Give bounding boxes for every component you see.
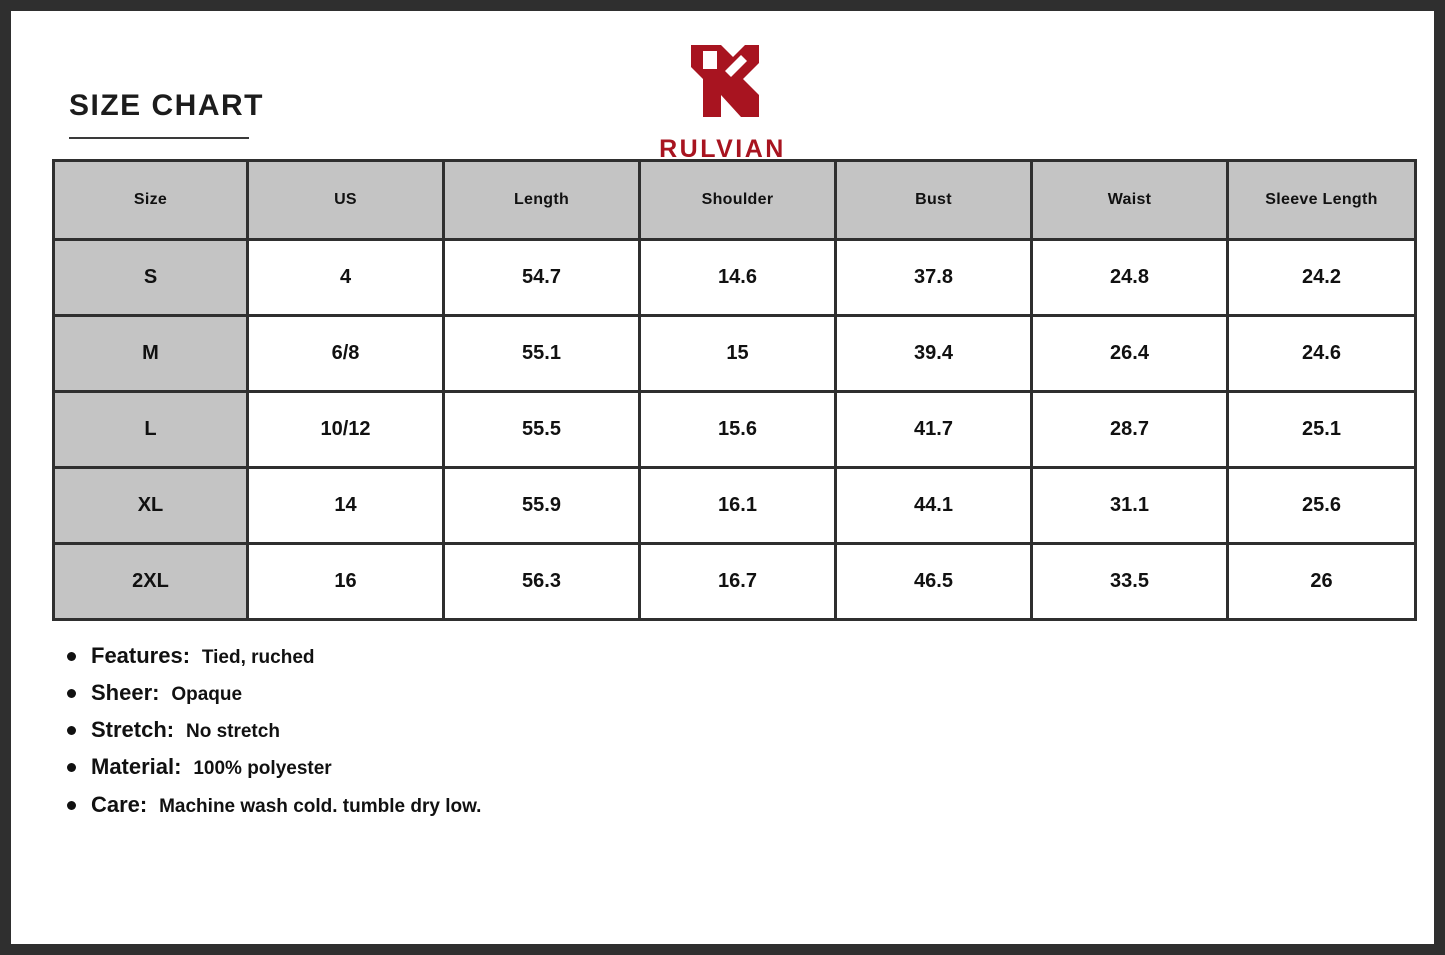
page-content — [11, 11, 1434, 944]
column-header-shoulder: Shoulder — [640, 161, 836, 240]
table-row — [54, 392, 1416, 468]
list-item — [65, 754, 1396, 780]
brand-block — [49, 41, 1396, 164]
table-body — [54, 240, 1416, 620]
header — [49, 41, 1396, 163]
column-header-size: Size — [54, 161, 248, 240]
cell-bust: 37.8 — [836, 240, 1032, 316]
size-chart-table — [52, 159, 1417, 621]
cell-us: 6/8 — [248, 316, 444, 392]
detail-value-features: Tied, ruched — [201, 647, 315, 668]
column-header-bust: Bust — [836, 161, 1032, 240]
cell-shoulder: 16.7 — [640, 544, 836, 620]
page-title: SIZE CHART — [69, 89, 264, 122]
table-row — [54, 240, 1416, 316]
cell-sleeve-length: 24.2 — [1228, 240, 1416, 316]
cell-length: 55.1 — [444, 316, 640, 392]
cell-shoulder: 14.6 — [640, 240, 836, 316]
cell-waist: 28.7 — [1032, 392, 1228, 468]
table-header — [54, 161, 1416, 240]
cell-us: 10/12 — [248, 392, 444, 468]
cell-sleeve-length: 25.1 — [1228, 392, 1416, 468]
column-header-us: US — [248, 161, 444, 240]
list-item — [65, 643, 1396, 669]
cell-waist: 26.4 — [1032, 316, 1228, 392]
cell-size: M — [54, 316, 248, 392]
cell-us: 16 — [248, 544, 444, 620]
cell-bust: 41.7 — [836, 392, 1032, 468]
cell-length: 56.3 — [444, 544, 640, 620]
detail-label-sheer: Sheer: — [91, 680, 160, 706]
detail-value-care: Machine wash cold. tumble dry low. — [159, 795, 482, 817]
cell-length: 54.7 — [444, 240, 640, 316]
table-row — [54, 468, 1416, 544]
detail-value-stretch: No stretch — [185, 721, 280, 743]
cell-bust: 46.5 — [836, 544, 1032, 620]
detail-label-care: Care: — [91, 791, 148, 817]
cell-waist: 33.5 — [1032, 544, 1228, 620]
cell-bust: 39.4 — [836, 316, 1032, 392]
cell-us: 14 — [248, 468, 444, 544]
cell-sleeve-length: 25.6 — [1228, 468, 1416, 544]
cell-shoulder: 15.6 — [640, 392, 836, 468]
cell-size: L — [54, 392, 248, 468]
table-row — [54, 544, 1416, 620]
cell-us: 4 — [248, 240, 444, 316]
column-header-waist: Waist — [1032, 161, 1228, 240]
rulvian-r-logo-icon — [673, 41, 773, 133]
cell-length: 55.9 — [444, 468, 640, 544]
cell-sleeve-length: 26 — [1228, 544, 1416, 620]
cell-size: S — [54, 240, 248, 316]
list-item — [65, 792, 1396, 818]
product-details-list — [49, 643, 1396, 818]
cell-waist: 24.8 — [1032, 240, 1228, 316]
table-row — [54, 316, 1416, 392]
cell-shoulder: 15 — [640, 316, 836, 392]
cell-waist: 31.1 — [1032, 468, 1228, 544]
detail-label-stretch: Stretch: — [91, 717, 175, 743]
cell-length: 55.5 — [444, 392, 640, 468]
detail-label-features: Features: — [91, 643, 191, 668]
cell-bust: 44.1 — [836, 468, 1032, 544]
detail-value-sheer: Opaque — [171, 684, 243, 706]
cell-size: XL — [54, 468, 248, 544]
cell-size: 2XL — [54, 544, 248, 620]
list-item — [65, 717, 1396, 743]
cell-shoulder: 16.1 — [640, 468, 836, 544]
cell-sleeve-length: 24.6 — [1228, 316, 1416, 392]
column-header-sleeve-length: Sleeve Length — [1228, 161, 1416, 240]
detail-label-material: Material: — [91, 754, 182, 780]
detail-value-material: 100% polyester — [193, 758, 332, 780]
column-header-length: Length — [444, 161, 640, 240]
brand-name: RULVIAN — [659, 135, 786, 163]
list-item — [65, 680, 1396, 706]
table-header-row — [54, 161, 1416, 240]
